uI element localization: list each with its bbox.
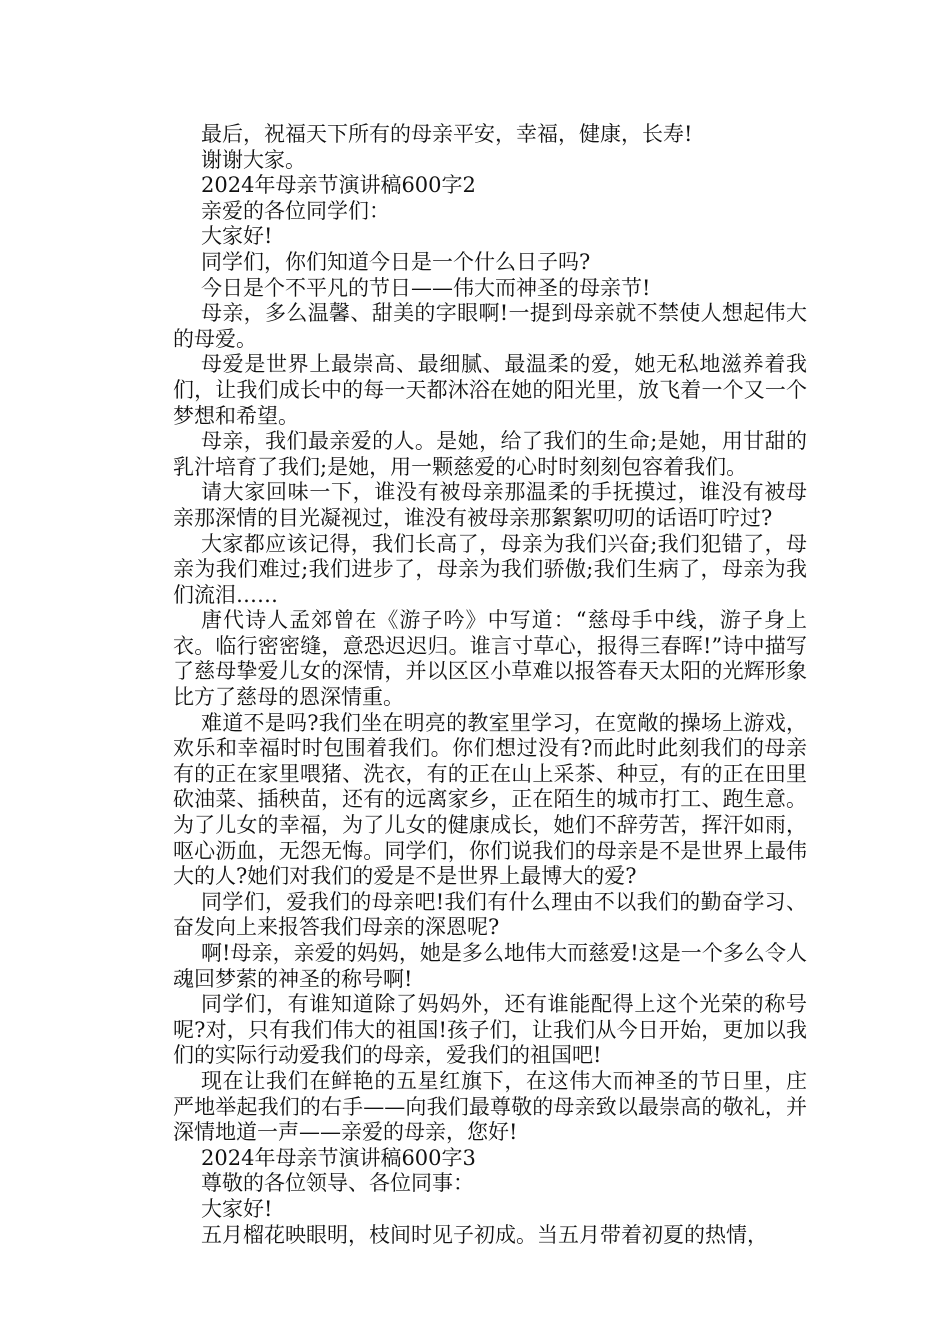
salutation: 亲爱的各位同学们： <box>201 198 390 223</box>
document-page <box>173 122 807 1248</box>
greeting: 大家好! <box>201 224 273 249</box>
paragraph: 唐代诗人孟郊曾在《游子吟》中写道：“慈母手中线，游子身上衣。临行密密缝，意恐迟迟归。谁言寸草心，报得三春晖!”诗中描写了慈母挚爱儿女的深情，并以区区小草难以报答春天太阳的光辉形象比方了慈母的恩深情重。 <box>173 608 807 710</box>
paragraph: 母爱是世界上最崇高、最细腻、最温柔的爱，她无私地滋养着我们，让我们成长中的每一天都沐浴在她的阳光里，放飞着一个又一个梦想和希望。 <box>173 352 807 428</box>
paragraph: 现在让我们在鲜艳的五星红旗下，在这伟大而神圣的节日里，庄严地举起我们的右手——向我们最尊敬的母亲致以最崇高的敬礼，并深情地道一声——亲爱的母亲，您好! <box>173 1068 807 1145</box>
text-line: 谢谢大家。 <box>201 147 306 172</box>
paragraph: 母亲，多么温馨、甜美的字眼啊!一提到母亲就不禁使人想起伟大的母爱。 <box>173 301 807 351</box>
paragraph: 啊!母亲，亲爱的妈妈，她是多么地伟大而慈爱!这是一个多么令人魂回梦萦的神圣的称号啊! <box>173 941 807 991</box>
paragraph: 同学们，爱我们的母亲吧!我们有什么理由不以我们的勤奋学习、奋发向上来报答我们母亲的深恩呢? <box>173 889 807 940</box>
paragraph: 母亲，我们最亲爱的人。是她，给了我们的生命;是她，用甘甜的乳汁培育了我们;是她，用一颗慈爱的心时时刻刻包容着我们。 <box>173 429 807 479</box>
section-heading: 2024年母亲节演讲稿600字3 <box>201 1145 476 1170</box>
paragraph: 同学们，有谁知道除了妈妈外，还有谁能配得上这个光荣的称号呢?对，只有我们伟大的祖国!孩子们，让我们从今日开始，更加以我们的实际行动爱我们的母亲，爱我们的祖国吧! <box>173 992 807 1068</box>
greeting: 大家好! <box>201 1196 273 1221</box>
text-line: 同学们，你们知道今日是一个什么日子吗? <box>201 249 591 274</box>
section-heading: 2024年母亲节演讲稿600字2 <box>201 173 476 198</box>
paragraph: 难道不是吗?我们坐在明亮的教室里学习，在宽敞的操场上游戏，欢乐和幸福时时包围着我们。你们想过没有?而此时此刻我们的母亲有的正在家里喂猪、洗衣，有的正在山上采茶、种豆，有的正在田里砍油菜、插秧苗，还有的远离家乡，正在陌生的城市打工、跑生意。为了儿女的幸福，为了儿女的健康成长，她们不辞劳苦，挥汗如雨，呕心沥血，无怨无悔。同学们，你们说我们的母亲是不是世界上最伟大的人?她们对我们的爱是不是世界上最博大的爱? <box>173 710 807 889</box>
text-line: 最后，祝福天下所有的母亲平安，幸福，健康，长寿! <box>201 122 693 146</box>
paragraph: 大家都应该记得，我们长高了，母亲为我们兴奋;我们犯错了，母亲为我们难过;我们进步了，母亲为我们骄傲;我们生病了，母亲为我们流泪…… <box>173 531 807 607</box>
paragraph: 请大家回味一下，谁没有被母亲那温柔的手抚摸过，谁没有被母亲那深情的目光凝视过，谁没有被母亲那絮絮叨叨的话语叮咛过? <box>173 480 807 530</box>
paragraph: 五月榴花映眼明，枝间时见子初成。当五月带着初夏的热情， <box>201 1222 768 1247</box>
salutation: 尊敬的各位领导、各位同事： <box>201 1171 474 1196</box>
text-line: 今日是个不平凡的节日——伟大而神圣的母亲节! <box>201 275 651 300</box>
